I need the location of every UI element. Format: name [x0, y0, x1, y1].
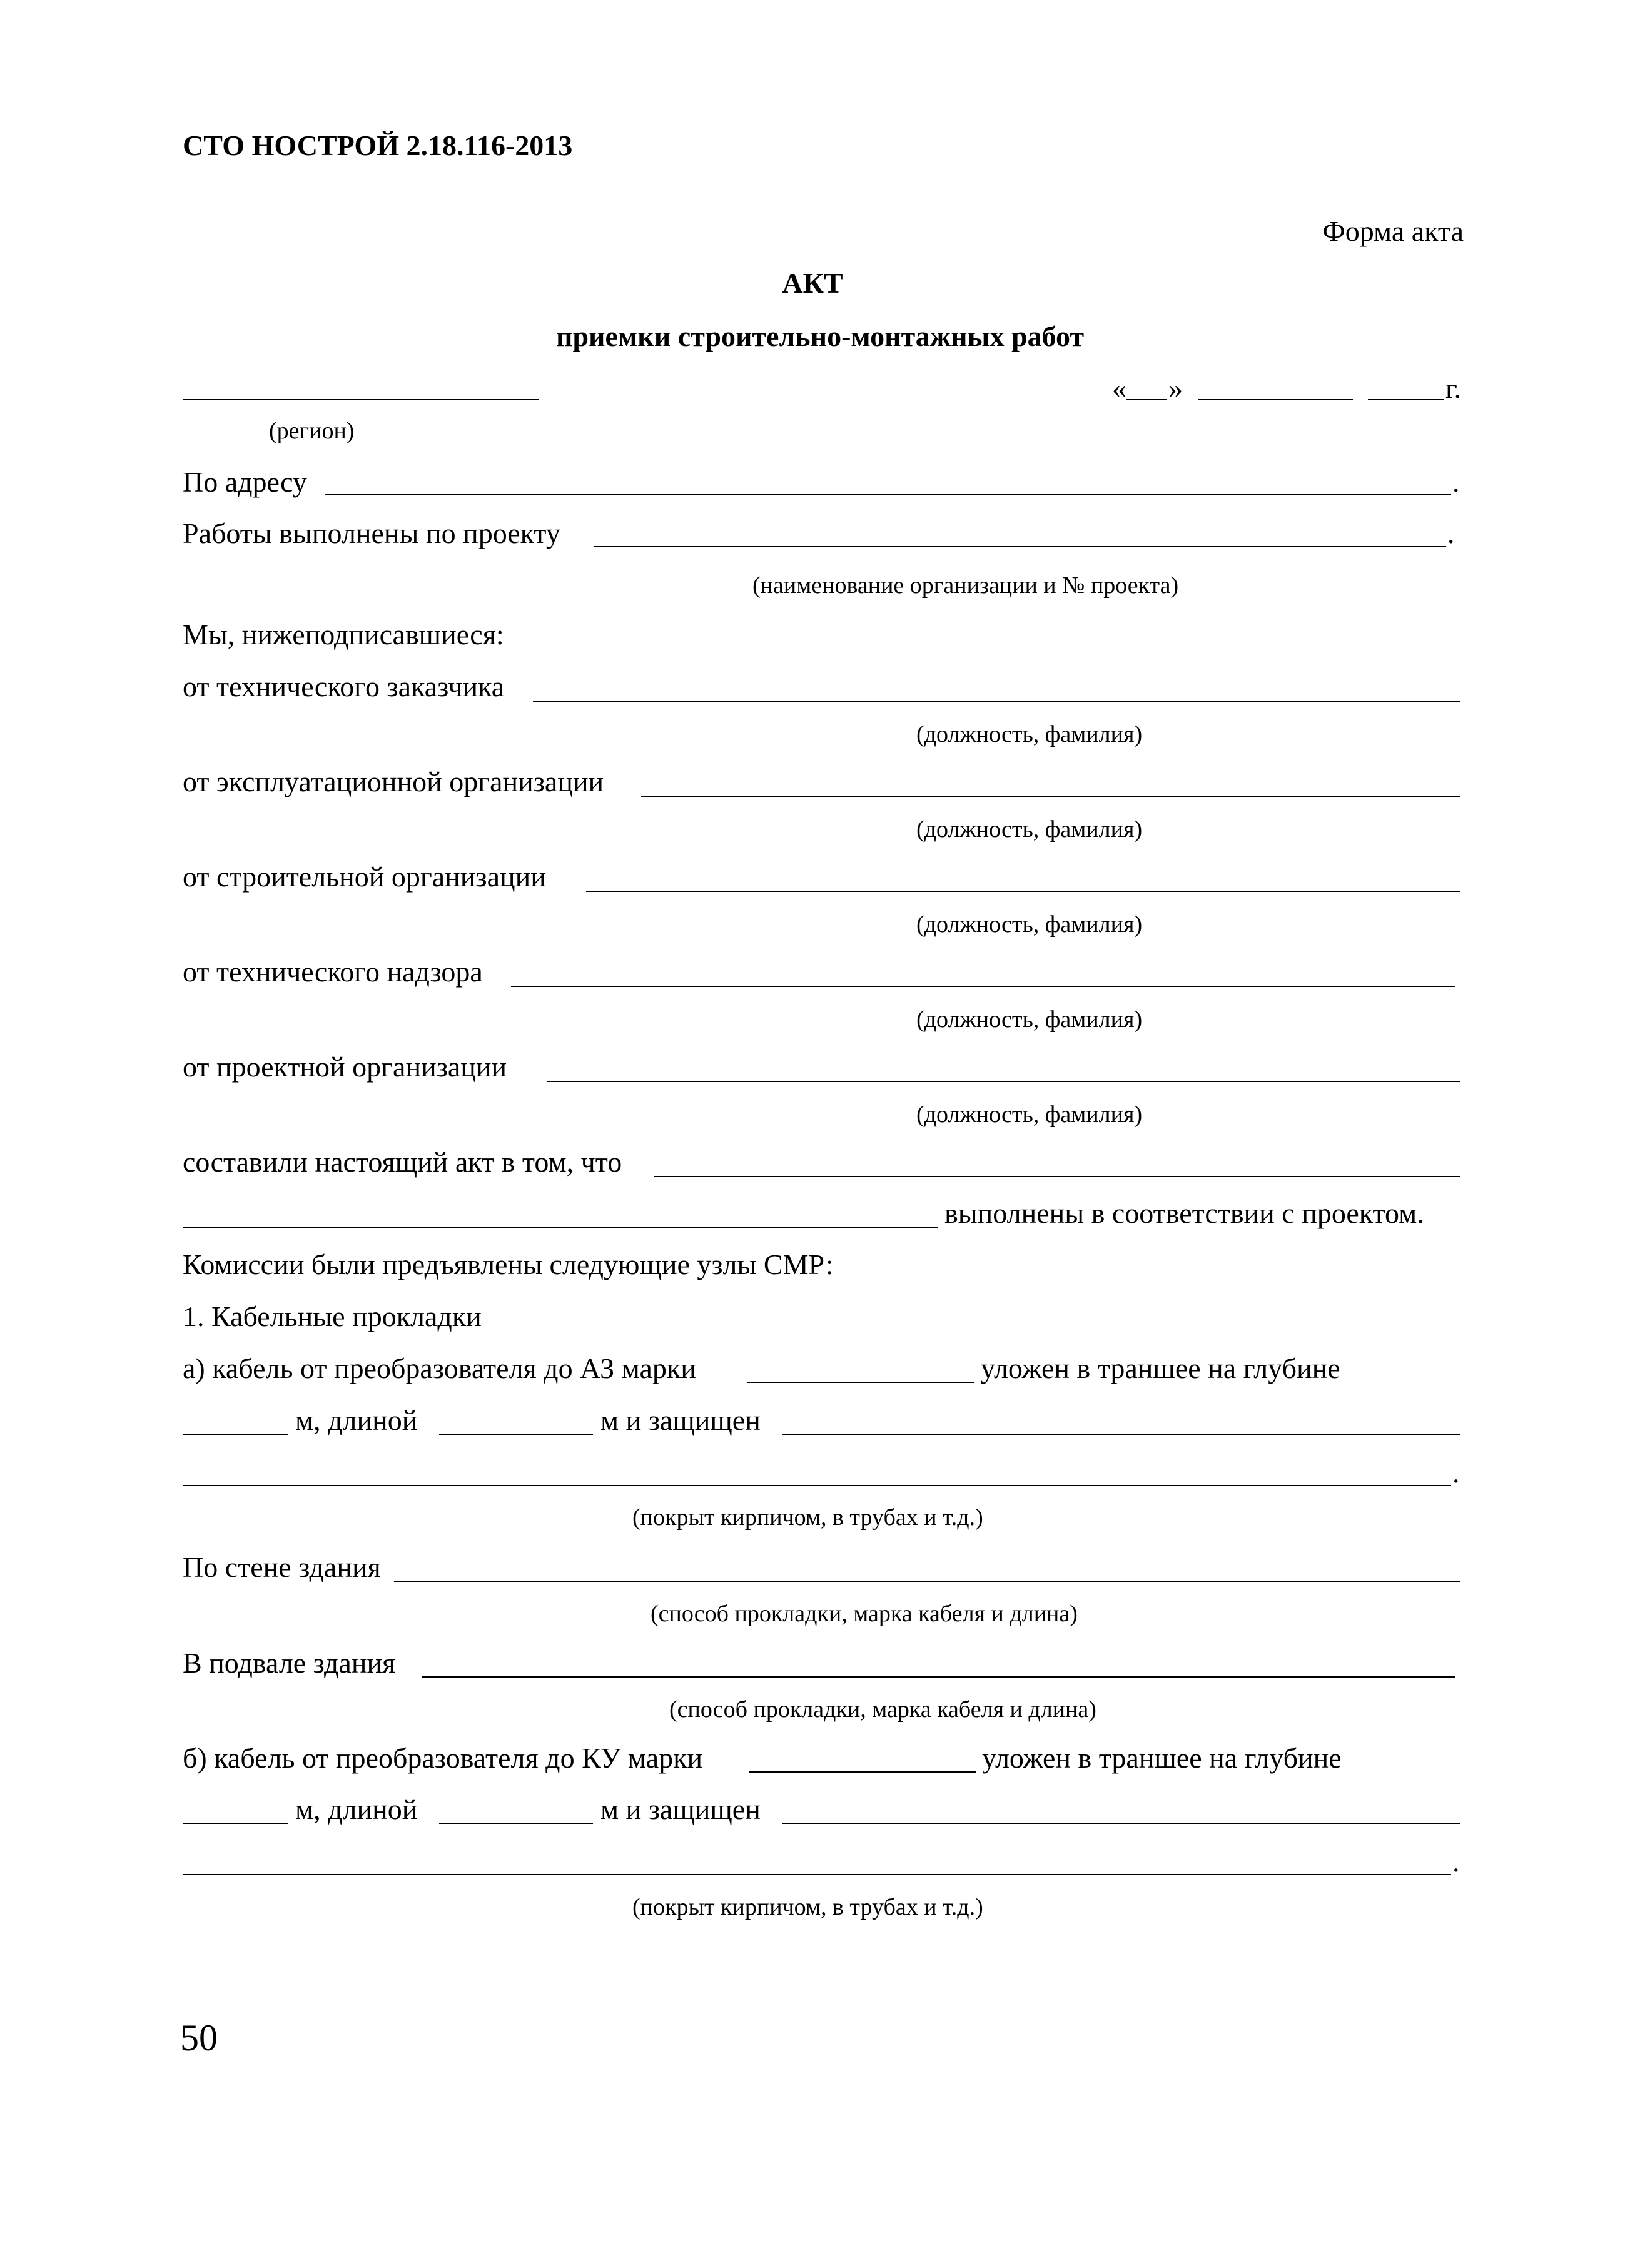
project-caption: (наименование организации и № проекта) — [752, 572, 1179, 599]
cable-b-suffix: уложен в траншее на глубине — [982, 1742, 1342, 1774]
signatory-field[interactable] — [533, 701, 1460, 702]
cable-a-length-field[interactable] — [439, 1434, 593, 1435]
signatory-label: от проектной организации — [183, 1051, 507, 1083]
statement-line2-suffix: выполнены в соответствии с проектом. — [944, 1197, 1424, 1229]
signatory-field[interactable] — [511, 986, 1455, 987]
cable-a-prefix: а) кабель от преобразователя до АЗ марки — [183, 1352, 696, 1384]
date-year-field[interactable] — [1368, 399, 1444, 400]
form-label: Форма акта — [1322, 215, 1464, 247]
signatory-caption: (должность, фамилия) — [916, 721, 1143, 747]
cable-b-length-field[interactable] — [439, 1823, 593, 1824]
region-field[interactable] — [183, 399, 539, 400]
year-suffix: г. — [1445, 372, 1462, 404]
wall-label: По стене здания — [183, 1551, 381, 1583]
basement-field[interactable] — [422, 1676, 1455, 1678]
date-open-quote: « — [1112, 372, 1126, 404]
signatory-caption: (должность, фамилия) — [916, 1101, 1143, 1128]
act-title: АКТ — [782, 267, 843, 299]
cable-a-mark-field[interactable] — [747, 1382, 974, 1383]
project-end: . — [1447, 517, 1455, 549]
signatory-field[interactable] — [641, 796, 1460, 797]
standard-code: СТО НОСТРОЙ 2.18.116-2013 — [183, 129, 573, 161]
cable-b-prefix: б) кабель от преобразователя до КУ марки — [183, 1742, 703, 1774]
project-label: Работы выполнены по проекту — [183, 517, 560, 549]
cable-b-caption: (покрыт кирпичом, в трубах и т.д.) — [632, 1894, 983, 1920]
address-field[interactable] — [325, 494, 1451, 495]
cable-a-caption: (покрыт кирпичом, в трубах и т.д.) — [632, 1504, 983, 1531]
cable-b-protection-field[interactable] — [782, 1823, 1460, 1824]
cable-b-mark-field[interactable] — [749, 1771, 976, 1773]
address-end: . — [1452, 466, 1460, 498]
cable-b-protected-label: м и защищен — [600, 1793, 761, 1825]
cable-b-end: . — [1452, 1846, 1460, 1878]
cable-a-protected-label: м и защищен — [600, 1404, 761, 1436]
cable-b-depth-field[interactable] — [183, 1823, 288, 1824]
signatory-field[interactable] — [547, 1081, 1460, 1082]
date-day-field[interactable] — [1126, 399, 1167, 400]
basement-label: В подвале здания — [183, 1647, 396, 1679]
signatory-field[interactable] — [586, 891, 1460, 892]
signatories-intro: Мы, нижеподписавшиеся: — [183, 619, 504, 651]
signatory-label: от эксплуатационной организации — [183, 766, 604, 797]
cable-b-length-label: м, длиной — [295, 1793, 418, 1825]
project-field[interactable] — [594, 546, 1446, 547]
cable-a-suffix: уложен в траншее на глубине — [981, 1352, 1340, 1384]
cable-a-protection-field[interactable] — [782, 1434, 1460, 1435]
commission-intro: Комиссии были предъявлены следующие узлы СМР: — [183, 1248, 834, 1280]
region-caption: (регион) — [269, 418, 355, 444]
cable-a-protection-field-2[interactable] — [183, 1485, 1451, 1486]
date-close-quote: » — [1168, 372, 1183, 404]
cable-a-length-label: м, длиной — [295, 1404, 418, 1436]
statement-line1: составили настоящий акт в том, что — [183, 1146, 622, 1178]
wall-field[interactable] — [394, 1581, 1460, 1582]
signatory-label: от технического заказчика — [183, 671, 505, 702]
cable-a-depth-field[interactable] — [183, 1434, 288, 1435]
statement-field-1[interactable] — [654, 1176, 1460, 1177]
cable-b-protection-field-2[interactable] — [183, 1874, 1451, 1875]
act-subtitle: приемки строительно-монтажных работ — [555, 320, 1085, 352]
signatory-label: от технического надзора — [183, 956, 483, 988]
page-number: 50 — [180, 2017, 218, 2058]
address-label: По адресу — [183, 466, 307, 498]
wall-caption: (способ прокладки, марка кабеля и длина) — [651, 1601, 1078, 1627]
section1-title: 1. Кабельные прокладки — [183, 1300, 482, 1332]
date-month-field[interactable] — [1198, 399, 1353, 400]
statement-field-2[interactable] — [183, 1227, 938, 1228]
basement-caption: (способ прокладки, марка кабеля и длина) — [669, 1696, 1096, 1723]
signatory-caption: (должность, фамилия) — [916, 1006, 1143, 1033]
signatory-caption: (должность, фамилия) — [916, 816, 1143, 843]
signatory-caption: (должность, фамилия) — [916, 911, 1143, 938]
cable-a-end: . — [1452, 1457, 1460, 1489]
signatory-label: от строительной организации — [183, 861, 546, 893]
